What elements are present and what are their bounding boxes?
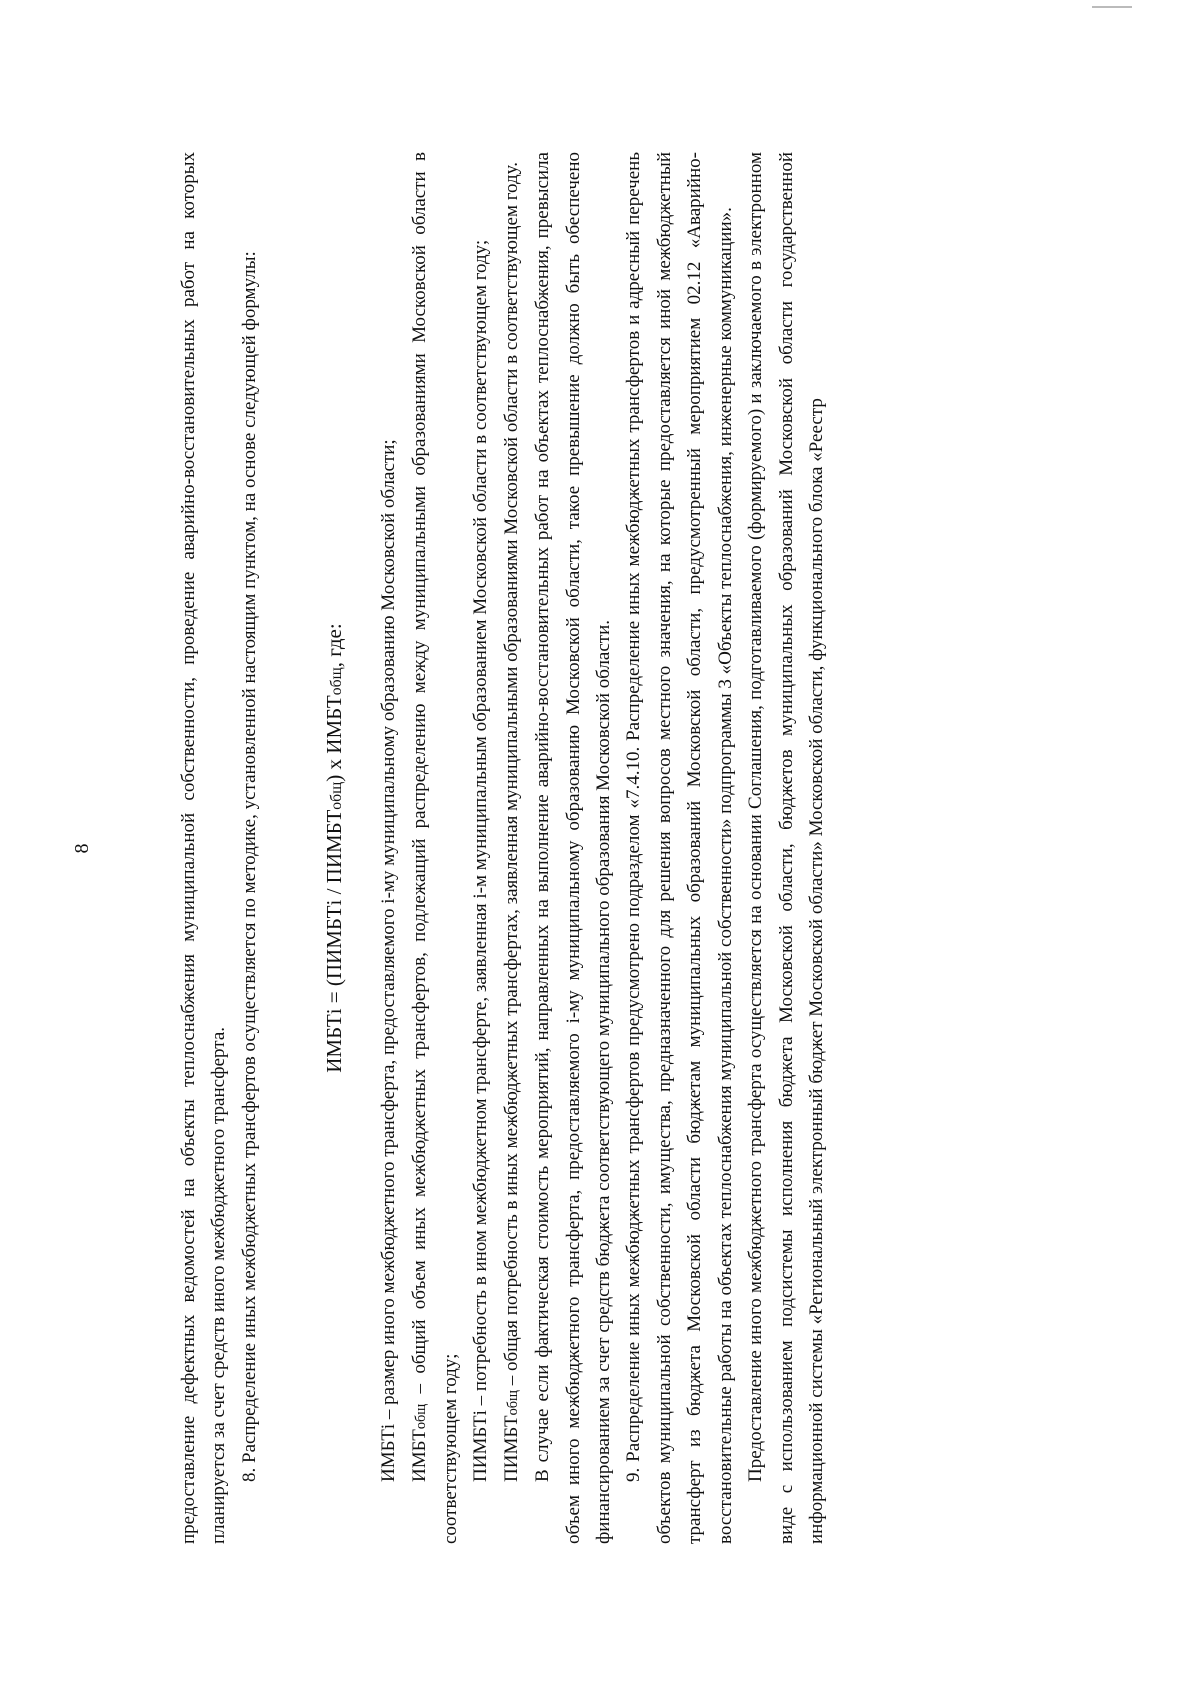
definition-imbt-i: ИМБТi – размер иного межбюджетного трансферта, предоставляемого i-му муниципальному образованию Московской области; [378,439,400,1482]
text-body [174,152,832,1544]
continuation-paragraph: предоставление дефектных ведомостей на объекты теплоснабжения муниципальной собственности, проведение аварийно-восстановительных работ на которых планируется за счет средств иного межбюджетного трансферта. [178,152,230,1544]
definition-imbt-total [405,152,467,1544]
definition-pimbt-total-text: – общая потребность в иных межбюджетных трансфертах, заявленная муниципальными образованиями Московской области в соответствующем году. [500,161,522,1391]
term-pimbt-subscript: общ [504,1390,521,1416]
page-number: 8 [71,843,93,854]
term-imbt: ИМБТ [408,1429,430,1482]
formula-subscript-1: общ [328,781,346,810]
paragraph-8: 8. Распределение иных межбюджетных трансфертов осуществляется по методике, установленной настоящим пунктом, на основе следующей формулы: [238,251,260,1482]
formula-lhs: ИМБТi = (ПИМБТi / ПИМБТ [322,809,347,1073]
formula-mid: ) х ИМБТ [322,695,347,782]
definition-pimbt-i: ПИМБТi – потребность в ином межбюджетном трансферте, заявленная i-м муниципальным образованием Московской области в соответствующем году; [470,239,492,1482]
term-imbt-subscript: общ [412,1403,429,1430]
distribution-formula [319,152,352,1544]
formula-tail: , где: [322,623,347,668]
definition-imbt-total-text: – общий объем иных межбюджетных трансфертов, подлежащий распределению между муниципальными образованиями Московской области в соответствующем году; [408,152,462,1544]
cost-overrun-paragraph: В случае если фактическая стоимость мероприятий, направленных на выполнение аварийно-восстановительных работ на объектах теплоснабжения, превысила объем иного межбюджетного трансферта, предоставляемого i-му муниципальному образованию Московской области, такое превышение должно быть обеспечено финансированием за счет средств бюджета соответствующего муниципального образования Московской области. [532,152,615,1544]
agreement-paragraph: Предоставление иного межбюджетного трансферта осуществляется на основании Соглашения, подготавливаемого (формируемого) и заключаемого в электронном виде с использованием подсистемы исполнения бюджета Московской области, бюджетов муниципальных образований Московской области государственной информационной системы «Региональный электронный бюджет Московской области» Московской области, функционального блока «Реестр [745,152,827,1544]
term-pimbt: ПИМБТ [500,1415,522,1482]
formula-subscript-2: общ [328,667,346,696]
definition-pimbt-total [497,152,528,1544]
paragraph-9: 9. Распределение иных межбюджетных трансфертов предусмотрено подразделом «7.4.10. Распределение иных межбюджетных трансфертов и адресный перечень объектов муниципальной собственности, имущества, предназначенного для решения вопросов местного значения, на которые предоставляется иной межбюджетный трансферт из бюджета Московской области бюджетам муниципальных образований Московской области, предусмотренный мероприятием 02.12 «Аварийно-восстановительные работы на объектах теплоснабжения муниципальной собственности» подпрограммы 3 «Объекты теплоснабжения, инженерные коммуникации». [623,152,736,1544]
spacer [265,152,295,1544]
